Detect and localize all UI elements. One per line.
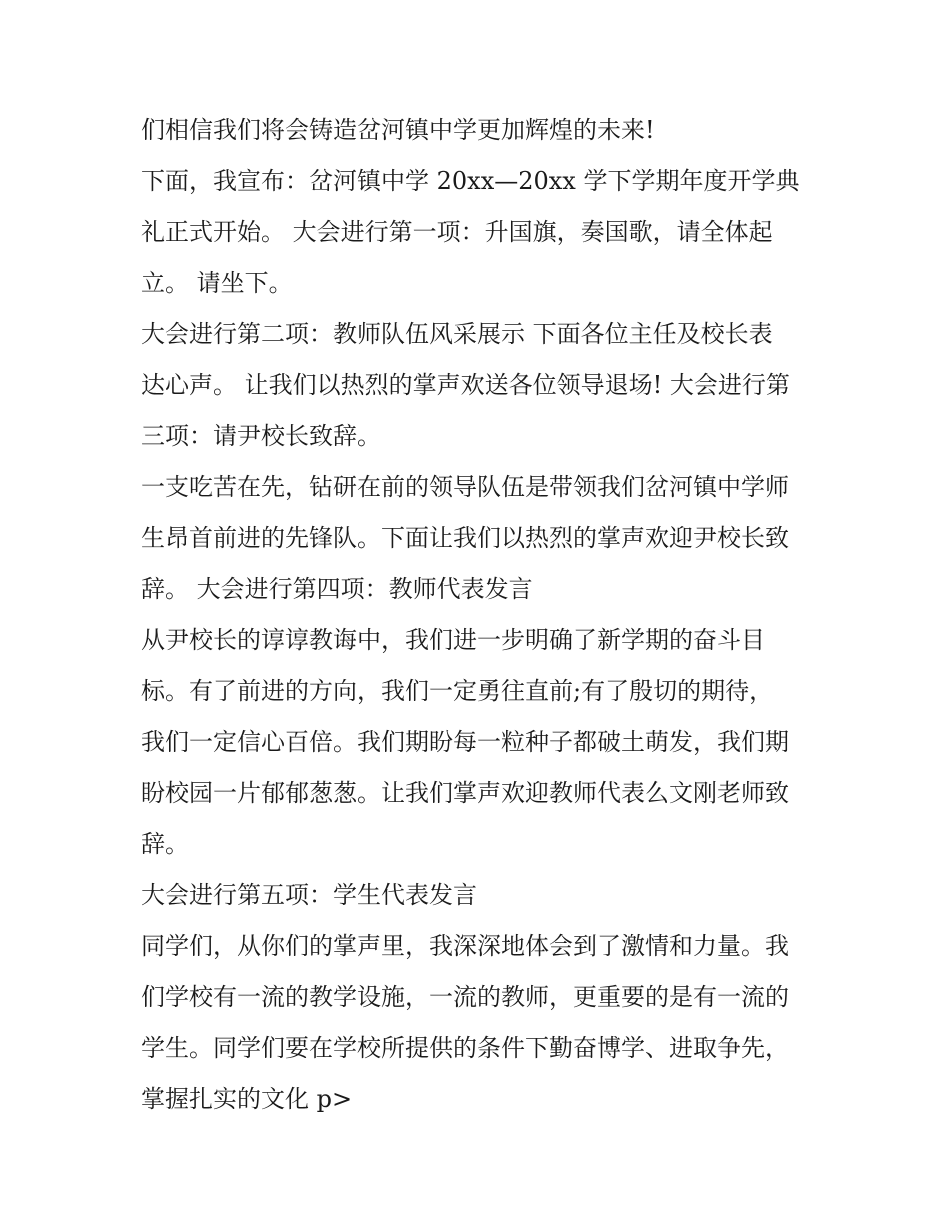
text-line: 同学们，从你们的掌声里，我深深地体会到了激情和力量。我 <box>141 932 789 960</box>
text-line: 掌握扎实的文化 p> <box>141 1085 353 1113</box>
text-line: 们学校有一流的教学设施，一流的教师，更重要的是有一流的 <box>141 983 789 1011</box>
text-line: 从尹校长的谆谆教诲中，我们进一步明确了新学期的奋斗目 <box>141 626 765 654</box>
text-line: 们相信我们将会铸造岔河镇中学更加辉煌的未来! <box>141 116 655 144</box>
text-line: 学生。同学们要在学校所提供的条件下勤奋博学、进取争先， <box>141 1034 789 1062</box>
document-body <box>141 105 821 1125</box>
text-line: 礼正式开始。 大会进行第一项：升国旗，奏国歌，请全体起 <box>141 218 773 246</box>
text-line: 辞。 <box>141 830 189 858</box>
text-line: 辞。 大会进行第四项：教师代表发言 <box>141 575 533 603</box>
text-line: 盼校园一片郁郁葱葱。让我们掌声欢迎教师代表么文刚老师致 <box>141 779 789 807</box>
text-line: 三项：请尹校长致辞。 <box>141 422 381 450</box>
text-line: 一支吃苦在先，钻研在前的领导队伍是带领我们岔河镇中学师 <box>141 473 789 501</box>
text-line: 大会进行第二项：教师队伍风采展示 下面各位主任及校长表 <box>141 320 773 348</box>
text-line: 生昂首前进的先锋队。下面让我们以热烈的掌声欢迎尹校长致 <box>141 524 789 552</box>
text-line: 达心声。 让我们以热烈的掌声欢送各位领导退场! 大会进行第 <box>141 371 790 399</box>
text-line: 立。 请坐下。 <box>141 269 293 297</box>
text-line: 下面，我宣布：岔河镇中学 20xx—20xx 学下学期年度开学典 <box>141 167 800 195</box>
text-line: 大会进行第五项：学生代表发言 <box>141 881 477 909</box>
text-line: 我们一定信心百倍。我们期盼每一粒种子都破土萌发，我们期 <box>141 728 789 756</box>
text-line: 标。有了前进的方向，我们一定勇往直前;有了殷切的期待， <box>141 677 774 705</box>
